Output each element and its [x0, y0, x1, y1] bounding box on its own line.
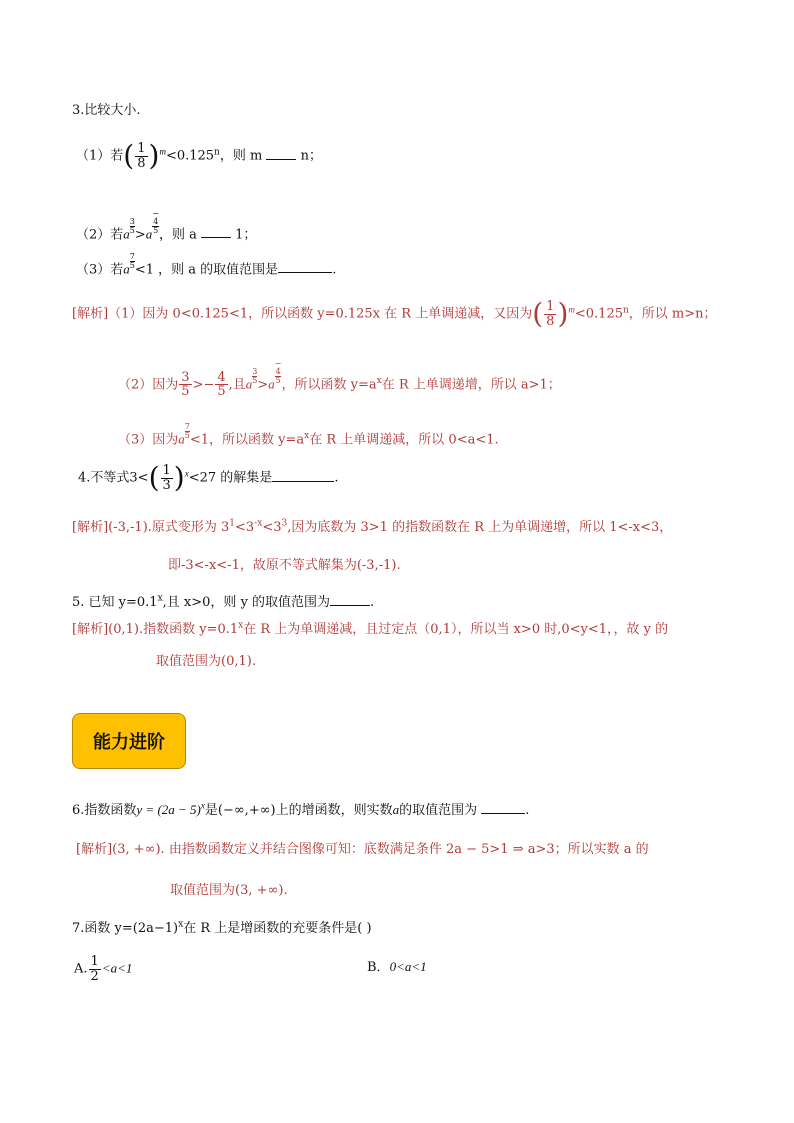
q6: 6.指数函数$y = (2a - 5)^x$是(−∞,+∞)上的增函数，则实数a的取值范围为 .	[72, 800, 530, 818]
q7: 7.函数 $y=(2a-1)^x$在 R 上是增函数的充要条件是( )	[72, 919, 372, 936]
solution-6-line1: [解析](3, +∞). 由指数函数定义并结合图像可知：底数满足条件 2a − 5>1 ⇒ a>3；所以实数 a 的	[76, 842, 649, 857]
solution-5-line2: 取值范围为(0,1).	[156, 654, 256, 669]
answer-blank[interactable]	[272, 469, 334, 482]
solution-4-line2: 即-3<-x<-1，故原不等式解集为(-3,-1).	[168, 558, 401, 573]
solution-3-line2: （2）因为 $\frac{3}{5}$ >− $\frac{4}{5}$ ,且a $\frac{3}{5}$ >a − 4 5 ，所以函数 $y=a^x$在 R 上单调递增，所以 a>1；	[118, 359, 561, 400]
answer-blank[interactable]	[266, 147, 296, 160]
fraction: $\frac{1}{8}$	[137, 141, 146, 171]
q3-part3: （3）若a $\frac{7}{5}$ <1 ，则 a 的取值范围是 .	[76, 252, 337, 278]
q3-part1: （1）若( $\frac{1}{8}$ )$^m<0.125^n$，则 m n；	[76, 139, 322, 173]
q4: 4.不等式3<( $\frac{1}{3}$ )$^x$<27 的解集是 .	[78, 461, 339, 495]
answer-blank[interactable]	[278, 260, 332, 273]
section-badge: 能力进阶	[72, 713, 186, 769]
option-a[interactable]: A. $\frac{1}{2}$ <a<1	[74, 954, 133, 984]
answer-blank[interactable]	[481, 801, 525, 814]
q3-part2: （2）若a $\frac{3}{5}$ >a − 4 5 ，则 a 1；	[76, 209, 257, 243]
answer-blank[interactable]	[201, 225, 231, 238]
q3-title: 3.比较大小.	[72, 103, 141, 118]
answer-blank[interactable]	[330, 593, 370, 606]
solution-3-line3: （3）因为a $\frac{7}{5}$ <1，所以函数 $y=a^x$在 R 上单调递减，所以 0<a<1.	[118, 422, 499, 448]
q5: 5. 已知 $y=0.1^x$,且 x>0，则 y 的取值范围为 .	[72, 593, 375, 610]
option-b[interactable]: B．0<a<1	[367, 959, 427, 975]
solution-6-line2: 取值范围为(3, +∞).	[170, 883, 288, 898]
solution-3-line1: [解析]（1）因为 0<0.125<1，所以函数 y=0.125x 在 R 上单调递减，又因为( $\frac{1}{8}$ )$^m<0.125^n$，所以 m>n；	[72, 297, 717, 331]
solution-5-line1: [解析](0,1).指数函数 $y=0.1^x$在 R 上为单调递减，且过定点（0,1），所以当 x>0 时,0<y<1，，故 y 的	[72, 620, 669, 637]
solution-4-line1: [解析](-3,-1).原式变形为 $3^1<3^{-x}<3^3$,因为底数为 3>1 的指数函数在 R 上为单调递增，所以 1<-x<3，	[72, 518, 673, 535]
